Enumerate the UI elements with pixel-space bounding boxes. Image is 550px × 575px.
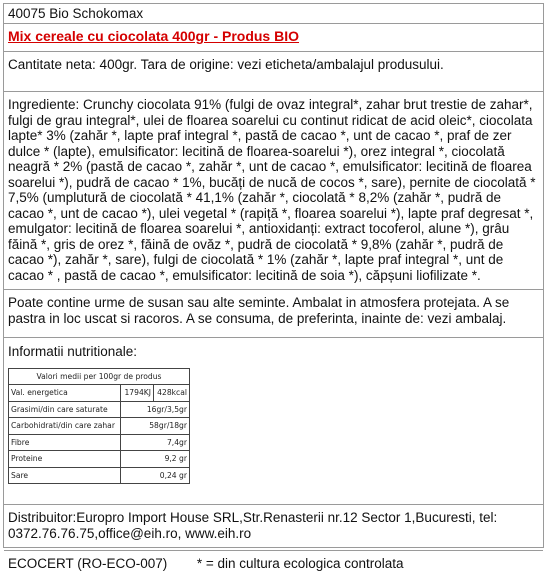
nutrition-value: 9,2 gr	[121, 451, 190, 468]
nutrition-value: 58gr/18gr	[121, 418, 190, 435]
nutrition-value: 16gr/3,5gr	[121, 401, 190, 418]
nutrition-value: 0,24 gr	[121, 467, 190, 484]
nutrition-label: Proteine	[9, 451, 121, 468]
nutrition-label: Carbohidrati/din care zahar	[9, 418, 121, 435]
nutrition-row-salt	[9, 467, 190, 484]
net-quantity: Cantitate neta: 400gr. Tara de origine: vezi eticheta/ambalajul produsului.	[4, 52, 543, 92]
distributor-info: Distribuitor:Europro Import House SRL,Str.Renasterii nr.12 Sector 1,Bucuresti, tel: 0372.76.76.75,office@eih.ro, www.eih.ro	[4, 505, 543, 551]
certification-code: ECOCERT (RO-ECO-007)	[8, 556, 168, 571]
nutrition-row-energy	[9, 385, 190, 402]
nutrition-row-fibre	[9, 434, 190, 451]
certification-note: * = din cultura ecologica controlata	[196, 556, 404, 571]
nutrition-table-header-row	[9, 368, 190, 385]
nutrition-label: Grasimi/din care saturate	[9, 401, 121, 418]
nutrition-label: Fibre	[9, 434, 121, 451]
storage-info: Poate contine urme de susan sau alte seminte. Ambalat in atmosfera protejata. A se pastra in loc uscat si racoros. A se consuma, de preferinta, inainte de: vezi ambalaj.	[4, 290, 543, 338]
nutrition-label: Val. energetica	[9, 385, 121, 402]
nutrition-value: 7,4gr	[121, 434, 190, 451]
nutrition-value-kj: 1794KJ	[121, 385, 154, 402]
nutrition-heading: Informatii nutritionale:	[8, 344, 138, 359]
nutrition-label: Sare	[9, 467, 121, 484]
nutrition-value: 428kcal	[154, 385, 190, 402]
nutrition-row-protein	[9, 451, 190, 468]
product-code: 40075 Bio Schokomax	[8, 6, 144, 21]
nutrition-table-header: Valori medii per 100gr de produs	[9, 368, 190, 385]
product-code-header	[3, 3, 544, 24]
product-title: Mix cereale cu ciocolata 400gr - Produs BIO	[4, 24, 543, 52]
nutrition-row-carbs	[9, 418, 190, 435]
nutrition-section	[4, 338, 543, 505]
certification-line	[4, 551, 543, 575]
ingredients: Ingrediente: Crunchy ciocolata 91% (fulgi de ovaz integral*, zahar brut trestie de zahar*, fulgi de grau integral*, ulei de floarea soarelui cu continut ridicat de acid oleic*, ciocolata lapte* 3% (zahăr *, lapte praf integral *, pastă de cacao *, unt de cacao *, praf de zer dulce * (lapte), emulsificator: lecitină de floarea-soarelui *), orez integral *, ciocolată neagră * 2% (pastă de cacao *, zahăr *, unt de cacao *, emulsificator: lecitină de floarea soarelui *), pudră de cacao * 1%, bucăți de nucă de cocos *, sare), pernite de ciocolată * 7,5% (umplutură de ciocolată * 41,1% (zahăr *, ciocolată * 8,2% (zahăr *, pudră de cacao *, unt de cacao *), ulei vegetal * (rapiță *, floarea soarelui *), lapte praf degresat *, emulgator: lecitină de floarea soarelui *, antioxidanți: extract tocoferol, alune *), grâu făină *, gris de orez *, făină de ovăz *, pudră de ciocolată * 9,8% (zahăr *, pudră de cacao *), zahăr *, sare), fulgi de ciocolată * 1% (zahăr *, lapte praf integral *, unt de cacao * , pastă de cacao *, emulsificator: lecitină de soia *), căpșuni liofilizate *.	[4, 92, 543, 290]
nutrition-row-fat	[9, 401, 190, 418]
nutrition-table	[8, 368, 190, 485]
product-sheet	[3, 24, 544, 571]
